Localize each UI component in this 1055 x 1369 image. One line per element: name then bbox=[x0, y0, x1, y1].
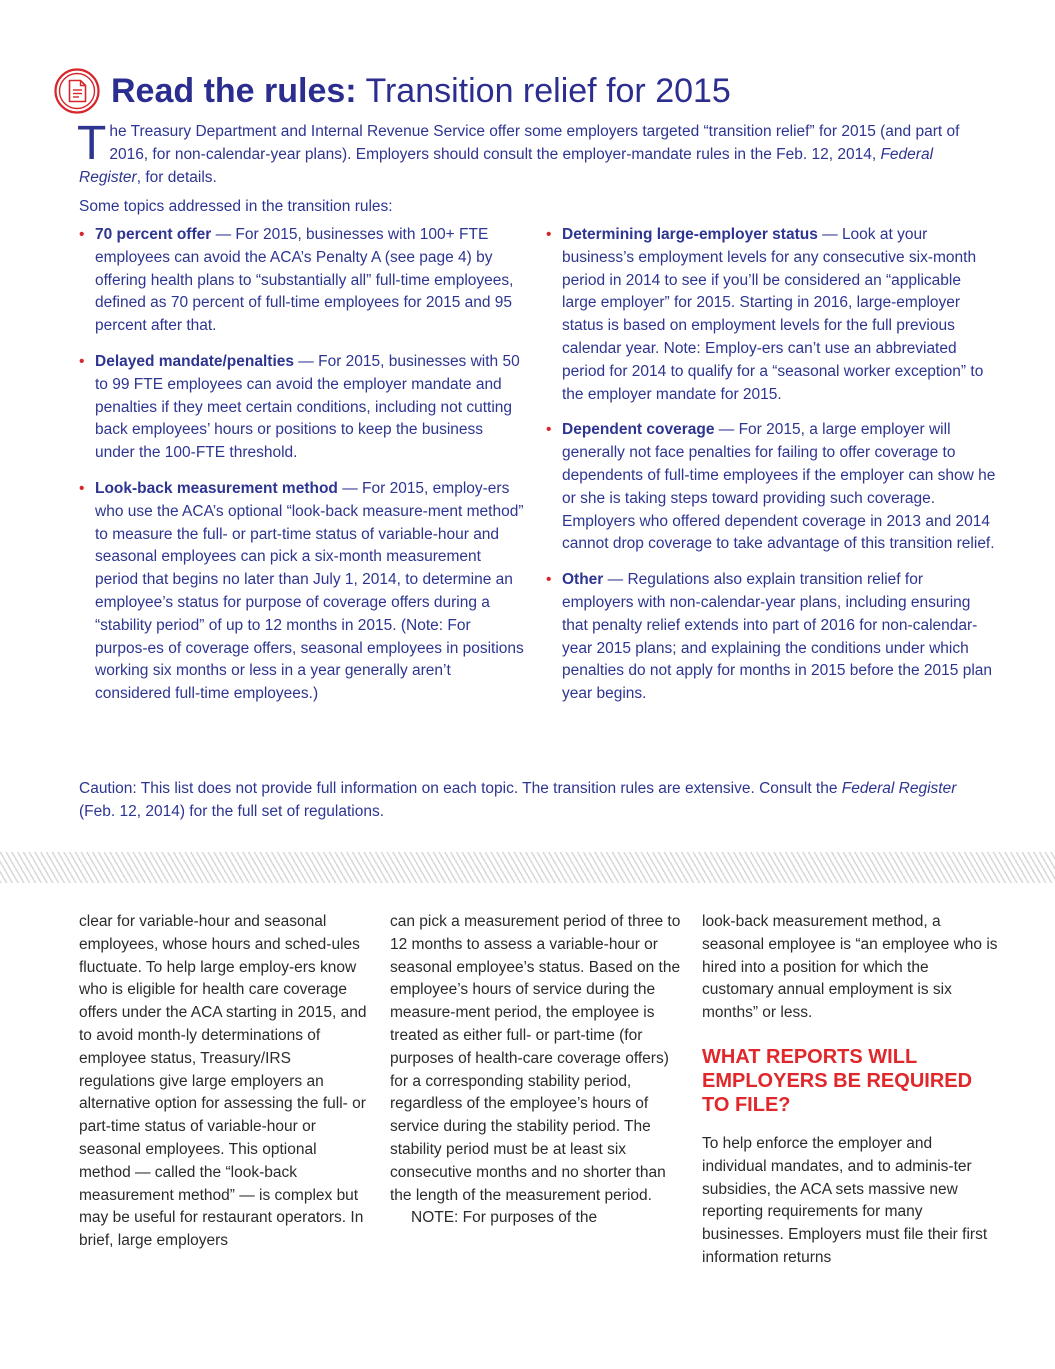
topic-term: 70 percent offer bbox=[95, 226, 212, 243]
section-heading-reports: WHAT REPORTS WILL EMPLOYERS BE REQUIRED TO FILE? bbox=[702, 1045, 973, 1116]
topic-term: Other bbox=[562, 571, 604, 589]
topic-item-other bbox=[546, 569, 996, 706]
drop-cap: T bbox=[77, 117, 107, 170]
caution-text-b: (Feb. 12, 2014) for the full set of regulations. bbox=[79, 803, 385, 820]
transition-relief-box bbox=[77, 117, 999, 764]
intro-paragraph bbox=[77, 117, 999, 189]
topic-term: Delayed mandate/penalties bbox=[95, 352, 294, 370]
topic-columns bbox=[79, 224, 999, 764]
topic-term: Dependent coverage bbox=[562, 421, 715, 439]
body-paragraph: look-back measurement method, a seasonal employee is “an employee who is hired into a position for which the customary annual employment is six months” or less. bbox=[702, 913, 998, 1022]
topics-intro: Some topics addressed in the transition rules: bbox=[79, 198, 393, 215]
topic-item-dependent-coverage bbox=[546, 419, 996, 556]
body-note: NOTE: For purposes of the bbox=[411, 1209, 598, 1227]
topic-text: — Regulations also explain transition relief for employers with non-calendar-year plans, including ensuring that penalty relief extends into part of 2016 for non-calendar-year 2015 plans; and explaining the conditions under which penalties do not apply for months in 2015 before the 2015 plan year begins. bbox=[562, 571, 993, 703]
page-title bbox=[111, 68, 731, 114]
topic-column-right bbox=[546, 224, 996, 719]
caution-note bbox=[79, 777, 979, 823]
topic-item-large-employer-status bbox=[546, 224, 996, 406]
topic-term: Determining large-employer status bbox=[562, 226, 818, 243]
intro-text-b: , for details. bbox=[136, 169, 217, 186]
topic-item-look-back-method bbox=[79, 478, 525, 706]
body-paragraph: can pick a measurement period of three to 12 months to assess a variable-hour or seasonal employee’s status. Based on the employee’s hours of service during the measure-ment period, the employee is treated as either full- or part-time (for purposes of health-care coverage offers) for a corresponding stability period, regardless of the employee’s hours of service during the stability period. The stability period must be at least six consecutive months and no shorter than the length of the measurement period. bbox=[390, 913, 681, 1204]
topic-term: Look-back measurement method bbox=[95, 479, 338, 497]
body-column-1 bbox=[79, 911, 369, 1253]
intro-text-a: he Treasury Department and Internal Revenue Service offer some employers targeted “transition relief” for 2015 (and part of 2016, for non-calendar-year plans). Employers should consult the employer-mandate rules in the Feb. 12, 2014, bbox=[109, 123, 960, 163]
topic-column-left bbox=[79, 224, 525, 719]
caution-federal-register: Federal Register bbox=[841, 780, 957, 797]
document-icon bbox=[54, 68, 100, 114]
page-header bbox=[54, 68, 1014, 114]
topic-list-right bbox=[546, 224, 996, 706]
body-column-2 bbox=[390, 911, 682, 1230]
topic-text: — Look at your business’s employment levels for any consecutive six-month period in 2014 to see if you’ll be considered an “applicable large employer” for 2015. Starting in 2016, large-employer status is based on employment levels for the full previous calendar year. Note: Employ-ers can’t use an abbreviated period for 2014 to qualify for a “seasonal worker exception” to the employer mandate for 2015. bbox=[562, 226, 984, 403]
striped-divider bbox=[0, 852, 1055, 883]
body-paragraph: clear for variable-hour and seasonal employees, whose hours and sched-ules fluctuate. To help large employ-ers know who is eligible for health care coverage offers under the ACA starting in 2015, and to avoid month-ly determinations of employee status, Treasury/IRS regulations give large employers an alternative option for assessing the full- or part-time status of variable-hour or seasonal employees. This optional method — called the “look-back measurement method” — is complex but may be useful for restaurant operators. In brief, large employers bbox=[79, 913, 367, 1250]
body-column-3 bbox=[702, 911, 998, 1270]
topic-text: — For 2015, employ-ers who use the ACA’s optional “look-back measure-ment method” to measure the full- or part-time status of variable-hour and seasonal employees can pick a six-month measurement period that begins no later than July 1, 2014, to determine an employee’s status for purpose of coverage offers during a “stability period” of up to 12 months in 2015. (Note: For purpos-es of coverage offers, seasonal employees in positions working six months or less in a year generally aren’t considered full-time employees.) bbox=[95, 479, 524, 703]
topic-item-delayed-mandate bbox=[79, 351, 525, 465]
topic-text: — For 2015, businesses with 100+ FTE employees can avoid the ACA’s Penalty A (see page 4) by offering health plans to “substantially all” full-time employees, defined as 70 percent of full-time employees for 2015 and 95 percent after that. bbox=[95, 226, 514, 335]
topic-list-left bbox=[79, 224, 525, 706]
topic-item-70-percent-offer bbox=[79, 224, 525, 338]
intro-federal-register: Federal Register bbox=[79, 146, 934, 186]
topic-text: — For 2015, businesses with 50 to 99 FTE employees can avoid the employer mandate and penalties if they meet certain conditions, including not cutting back employees’ hours or positions to keep the business under the 100-FTE threshold. bbox=[95, 352, 520, 462]
topic-text: — For 2015, a large employer will generally not face penalties for failing to offer coverage to dependents of full-time employees if the employer can show he or she is taking steps toward providing such coverage. Employers who offered dependent coverage in 2013 and 2014 cannot drop coverage to take advantage of this transition relief. bbox=[562, 421, 996, 553]
caution-text-a: Caution: This list does not provide full information on each topic. The transition rules are extensive. Consult the bbox=[79, 780, 842, 797]
title-bold: Read the rules: bbox=[111, 72, 357, 110]
body-paragraph: To help enforce the employer and individual mandates, and to adminis-ter subsidies, the ACA sets massive new reporting requirements for many businesses. Employers must file their first information returns bbox=[702, 1134, 988, 1266]
title-rest: Transition relief for 2015 bbox=[356, 72, 731, 110]
